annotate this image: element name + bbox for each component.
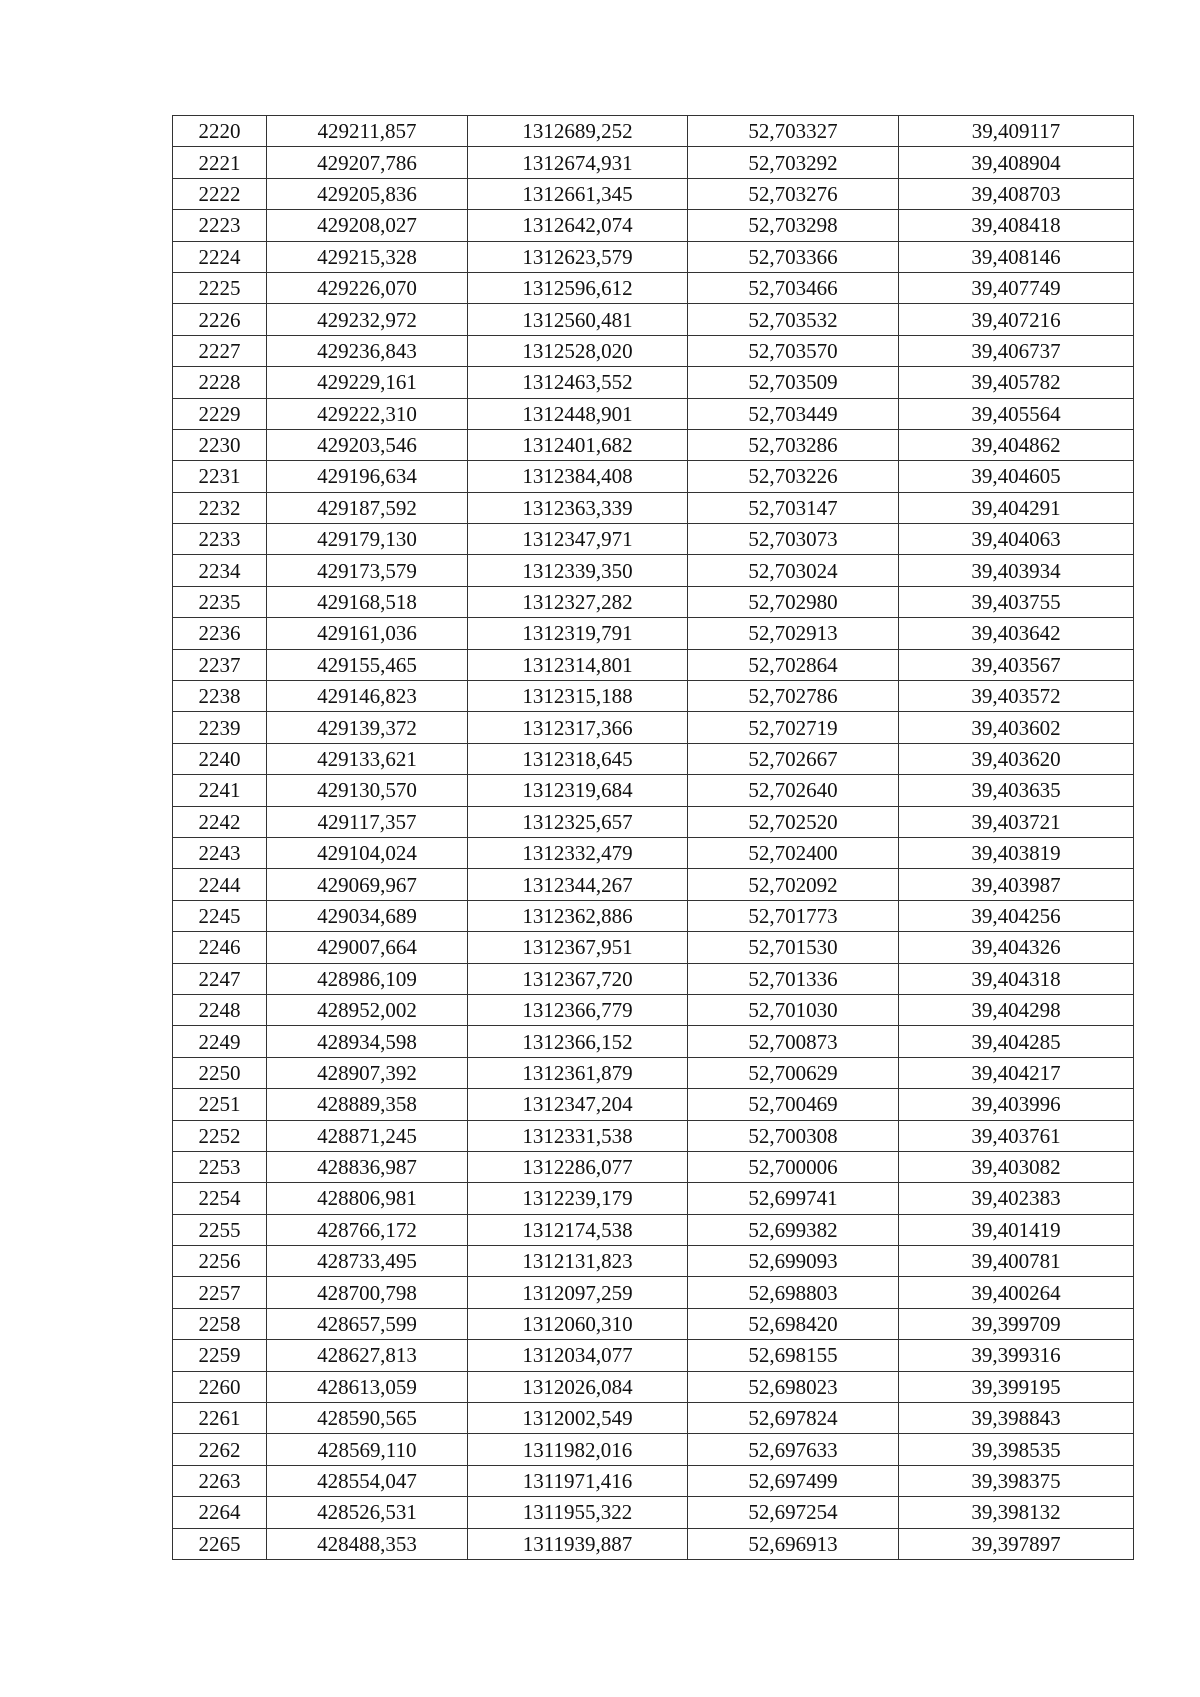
point-number-cell: 2241 <box>173 775 267 806</box>
y-coordinate-cell: 1312367,720 <box>468 963 688 994</box>
point-number-cell: 2221 <box>173 147 267 178</box>
longitude-cell: 39,405564 <box>899 398 1134 429</box>
longitude-cell: 39,399709 <box>899 1308 1134 1339</box>
latitude-cell: 52,703449 <box>688 398 899 429</box>
y-coordinate-cell: 1312361,879 <box>468 1057 688 1088</box>
latitude-cell: 52,701530 <box>688 932 899 963</box>
y-coordinate-cell: 1312642,074 <box>468 210 688 241</box>
point-number-cell: 2249 <box>173 1026 267 1057</box>
x-coordinate-cell: 429146,823 <box>267 681 468 712</box>
latitude-cell: 52,701336 <box>688 963 899 994</box>
x-coordinate-cell: 429236,843 <box>267 335 468 366</box>
longitude-cell: 39,404063 <box>899 524 1134 555</box>
latitude-cell: 52,701773 <box>688 900 899 931</box>
y-coordinate-cell: 1312325,657 <box>468 806 688 837</box>
table-row <box>173 618 1134 649</box>
x-coordinate-cell: 429222,310 <box>267 398 468 429</box>
longitude-cell: 39,404326 <box>899 932 1134 963</box>
y-coordinate-cell: 1312689,252 <box>468 116 688 147</box>
x-coordinate-cell: 428836,987 <box>267 1151 468 1182</box>
x-coordinate-cell: 429179,130 <box>267 524 468 555</box>
y-coordinate-cell: 1312623,579 <box>468 241 688 272</box>
table-row <box>173 555 1134 586</box>
longitude-cell: 39,404318 <box>899 963 1134 994</box>
x-coordinate-cell: 428934,598 <box>267 1026 468 1057</box>
y-coordinate-cell: 1312367,951 <box>468 932 688 963</box>
latitude-cell: 52,697824 <box>688 1403 899 1434</box>
x-coordinate-cell: 429130,570 <box>267 775 468 806</box>
x-coordinate-cell: 428986,109 <box>267 963 468 994</box>
longitude-cell: 39,404285 <box>899 1026 1134 1057</box>
x-coordinate-cell: 429155,465 <box>267 649 468 680</box>
point-number-cell: 2247 <box>173 963 267 994</box>
y-coordinate-cell: 1311955,322 <box>468 1497 688 1528</box>
x-coordinate-cell: 428806,981 <box>267 1183 468 1214</box>
table-row <box>173 304 1134 335</box>
x-coordinate-cell: 428871,245 <box>267 1120 468 1151</box>
latitude-cell: 52,703276 <box>688 178 899 209</box>
x-coordinate-cell: 429203,546 <box>267 429 468 460</box>
point-number-cell: 2225 <box>173 272 267 303</box>
y-coordinate-cell: 1312332,479 <box>468 837 688 868</box>
point-number-cell: 2224 <box>173 241 267 272</box>
point-number-cell: 2226 <box>173 304 267 335</box>
x-coordinate-cell: 428889,358 <box>267 1089 468 1120</box>
longitude-cell: 39,402383 <box>899 1183 1134 1214</box>
point-number-cell: 2232 <box>173 492 267 523</box>
y-coordinate-cell: 1312596,612 <box>468 272 688 303</box>
latitude-cell: 52,698155 <box>688 1340 899 1371</box>
longitude-cell: 39,408418 <box>899 210 1134 241</box>
table-row <box>173 492 1134 523</box>
longitude-cell: 39,404291 <box>899 492 1134 523</box>
table-row <box>173 429 1134 460</box>
table-row <box>173 869 1134 900</box>
coordinates-table-body <box>173 116 1134 1560</box>
y-coordinate-cell: 1312314,801 <box>468 649 688 680</box>
x-coordinate-cell: 429007,664 <box>267 932 468 963</box>
longitude-cell: 39,404605 <box>899 461 1134 492</box>
table-row <box>173 1308 1134 1339</box>
table-row <box>173 524 1134 555</box>
y-coordinate-cell: 1312097,259 <box>468 1277 688 1308</box>
latitude-cell: 52,703147 <box>688 492 899 523</box>
longitude-cell: 39,400781 <box>899 1246 1134 1277</box>
point-number-cell: 2239 <box>173 712 267 743</box>
y-coordinate-cell: 1312339,350 <box>468 555 688 586</box>
longitude-cell: 39,403761 <box>899 1120 1134 1151</box>
table-row <box>173 210 1134 241</box>
latitude-cell: 52,703327 <box>688 116 899 147</box>
x-coordinate-cell: 429229,161 <box>267 367 468 398</box>
y-coordinate-cell: 1312401,682 <box>468 429 688 460</box>
longitude-cell: 39,399316 <box>899 1340 1134 1371</box>
latitude-cell: 52,703226 <box>688 461 899 492</box>
latitude-cell: 52,698023 <box>688 1371 899 1402</box>
table-row <box>173 272 1134 303</box>
point-number-cell: 2252 <box>173 1120 267 1151</box>
table-row <box>173 367 1134 398</box>
y-coordinate-cell: 1312318,645 <box>468 743 688 774</box>
longitude-cell: 39,404217 <box>899 1057 1134 1088</box>
table-row <box>173 1183 1134 1214</box>
longitude-cell: 39,403721 <box>899 806 1134 837</box>
point-number-cell: 2235 <box>173 586 267 617</box>
y-coordinate-cell: 1311982,016 <box>468 1434 688 1465</box>
table-row <box>173 461 1134 492</box>
point-number-cell: 2253 <box>173 1151 267 1182</box>
x-coordinate-cell: 428554,047 <box>267 1465 468 1496</box>
point-number-cell: 2264 <box>173 1497 267 1528</box>
y-coordinate-cell: 1312319,684 <box>468 775 688 806</box>
longitude-cell: 39,397897 <box>899 1528 1134 1559</box>
x-coordinate-cell: 429232,972 <box>267 304 468 335</box>
x-coordinate-cell: 429133,621 <box>267 743 468 774</box>
x-coordinate-cell: 428627,813 <box>267 1340 468 1371</box>
x-coordinate-cell: 428907,392 <box>267 1057 468 1088</box>
table-row <box>173 1120 1134 1151</box>
table-row <box>173 147 1134 178</box>
x-coordinate-cell: 429117,357 <box>267 806 468 837</box>
y-coordinate-cell: 1312331,538 <box>468 1120 688 1151</box>
table-row <box>173 1057 1134 1088</box>
point-number-cell: 2230 <box>173 429 267 460</box>
y-coordinate-cell: 1312560,481 <box>468 304 688 335</box>
point-number-cell: 2227 <box>173 335 267 366</box>
table-row <box>173 1246 1134 1277</box>
point-number-cell: 2238 <box>173 681 267 712</box>
x-coordinate-cell: 429104,024 <box>267 837 468 868</box>
latitude-cell: 52,703366 <box>688 241 899 272</box>
point-number-cell: 2244 <box>173 869 267 900</box>
longitude-cell: 39,407216 <box>899 304 1134 335</box>
x-coordinate-cell: 429215,328 <box>267 241 468 272</box>
longitude-cell: 39,403996 <box>899 1089 1134 1120</box>
latitude-cell: 52,696913 <box>688 1528 899 1559</box>
latitude-cell: 52,703292 <box>688 147 899 178</box>
latitude-cell: 52,697499 <box>688 1465 899 1496</box>
table-row <box>173 335 1134 366</box>
latitude-cell: 52,698420 <box>688 1308 899 1339</box>
y-coordinate-cell: 1312384,408 <box>468 461 688 492</box>
latitude-cell: 52,699741 <box>688 1183 899 1214</box>
latitude-cell: 52,703298 <box>688 210 899 241</box>
latitude-cell: 52,703509 <box>688 367 899 398</box>
x-coordinate-cell: 429187,592 <box>267 492 468 523</box>
x-coordinate-cell: 429034,689 <box>267 900 468 931</box>
x-coordinate-cell: 429208,027 <box>267 210 468 241</box>
y-coordinate-cell: 1311971,416 <box>468 1465 688 1496</box>
coordinates-table <box>172 115 1134 1560</box>
x-coordinate-cell: 428613,059 <box>267 1371 468 1402</box>
point-number-cell: 2229 <box>173 398 267 429</box>
y-coordinate-cell: 1312286,077 <box>468 1151 688 1182</box>
longitude-cell: 39,403987 <box>899 869 1134 900</box>
table-row <box>173 1026 1134 1057</box>
point-number-cell: 2245 <box>173 900 267 931</box>
x-coordinate-cell: 429168,518 <box>267 586 468 617</box>
y-coordinate-cell: 1312319,791 <box>468 618 688 649</box>
y-coordinate-cell: 1312362,886 <box>468 900 688 931</box>
latitude-cell: 52,700629 <box>688 1057 899 1088</box>
table-row <box>173 743 1134 774</box>
longitude-cell: 39,398375 <box>899 1465 1134 1496</box>
y-coordinate-cell: 1312131,823 <box>468 1246 688 1277</box>
latitude-cell: 52,703024 <box>688 555 899 586</box>
y-coordinate-cell: 1312366,152 <box>468 1026 688 1057</box>
longitude-cell: 39,408904 <box>899 147 1134 178</box>
point-number-cell: 2257 <box>173 1277 267 1308</box>
x-coordinate-cell: 428569,110 <box>267 1434 468 1465</box>
table-row <box>173 398 1134 429</box>
point-number-cell: 2236 <box>173 618 267 649</box>
point-number-cell: 2258 <box>173 1308 267 1339</box>
longitude-cell: 39,398843 <box>899 1403 1134 1434</box>
x-coordinate-cell: 429139,372 <box>267 712 468 743</box>
latitude-cell: 52,701030 <box>688 994 899 1025</box>
y-coordinate-cell: 1312463,552 <box>468 367 688 398</box>
longitude-cell: 39,403567 <box>899 649 1134 680</box>
latitude-cell: 52,699093 <box>688 1246 899 1277</box>
table-row <box>173 178 1134 209</box>
longitude-cell: 39,403572 <box>899 681 1134 712</box>
longitude-cell: 39,406737 <box>899 335 1134 366</box>
y-coordinate-cell: 1312347,204 <box>468 1089 688 1120</box>
y-coordinate-cell: 1312344,267 <box>468 869 688 900</box>
x-coordinate-cell: 429207,786 <box>267 147 468 178</box>
y-coordinate-cell: 1312002,549 <box>468 1403 688 1434</box>
latitude-cell: 52,697254 <box>688 1497 899 1528</box>
y-coordinate-cell: 1312315,188 <box>468 681 688 712</box>
longitude-cell: 39,403755 <box>899 586 1134 617</box>
table-row <box>173 1371 1134 1402</box>
point-number-cell: 2222 <box>173 178 267 209</box>
latitude-cell: 52,700469 <box>688 1089 899 1120</box>
point-number-cell: 2250 <box>173 1057 267 1088</box>
point-number-cell: 2263 <box>173 1465 267 1496</box>
table-row <box>173 116 1134 147</box>
y-coordinate-cell: 1312528,020 <box>468 335 688 366</box>
latitude-cell: 52,699382 <box>688 1214 899 1245</box>
y-coordinate-cell: 1312060,310 <box>468 1308 688 1339</box>
x-coordinate-cell: 429196,634 <box>267 461 468 492</box>
y-coordinate-cell: 1312317,366 <box>468 712 688 743</box>
y-coordinate-cell: 1312174,538 <box>468 1214 688 1245</box>
x-coordinate-cell: 428657,599 <box>267 1308 468 1339</box>
point-number-cell: 2254 <box>173 1183 267 1214</box>
latitude-cell: 52,703466 <box>688 272 899 303</box>
latitude-cell: 52,698803 <box>688 1277 899 1308</box>
point-number-cell: 2237 <box>173 649 267 680</box>
longitude-cell: 39,399195 <box>899 1371 1134 1402</box>
latitude-cell: 52,702640 <box>688 775 899 806</box>
table-row <box>173 1403 1134 1434</box>
latitude-cell: 52,702980 <box>688 586 899 617</box>
table-row <box>173 932 1134 963</box>
longitude-cell: 39,404298 <box>899 994 1134 1025</box>
point-number-cell: 2256 <box>173 1246 267 1277</box>
x-coordinate-cell: 428733,495 <box>267 1246 468 1277</box>
x-coordinate-cell: 429161,036 <box>267 618 468 649</box>
x-coordinate-cell: 429069,967 <box>267 869 468 900</box>
longitude-cell: 39,403642 <box>899 618 1134 649</box>
longitude-cell: 39,398132 <box>899 1497 1134 1528</box>
point-number-cell: 2246 <box>173 932 267 963</box>
point-number-cell: 2255 <box>173 1214 267 1245</box>
latitude-cell: 52,700006 <box>688 1151 899 1182</box>
longitude-cell: 39,403602 <box>899 712 1134 743</box>
x-coordinate-cell: 429173,579 <box>267 555 468 586</box>
point-number-cell: 2251 <box>173 1089 267 1120</box>
point-number-cell: 2248 <box>173 994 267 1025</box>
longitude-cell: 39,408703 <box>899 178 1134 209</box>
y-coordinate-cell: 1312347,971 <box>468 524 688 555</box>
point-number-cell: 2260 <box>173 1371 267 1402</box>
table-row <box>173 1277 1134 1308</box>
x-coordinate-cell: 428766,172 <box>267 1214 468 1245</box>
y-coordinate-cell: 1312026,084 <box>468 1371 688 1402</box>
longitude-cell: 39,404256 <box>899 900 1134 931</box>
table-row <box>173 1465 1134 1496</box>
table-row <box>173 681 1134 712</box>
point-number-cell: 2240 <box>173 743 267 774</box>
latitude-cell: 52,703073 <box>688 524 899 555</box>
longitude-cell: 39,409117 <box>899 116 1134 147</box>
point-number-cell: 2262 <box>173 1434 267 1465</box>
table-row <box>173 775 1134 806</box>
latitude-cell: 52,702786 <box>688 681 899 712</box>
table-row <box>173 994 1134 1025</box>
x-coordinate-cell: 428488,353 <box>267 1528 468 1559</box>
point-number-cell: 2259 <box>173 1340 267 1371</box>
point-number-cell: 2265 <box>173 1528 267 1559</box>
y-coordinate-cell: 1312674,931 <box>468 147 688 178</box>
point-number-cell: 2233 <box>173 524 267 555</box>
latitude-cell: 52,702667 <box>688 743 899 774</box>
x-coordinate-cell: 429211,857 <box>267 116 468 147</box>
point-number-cell: 2231 <box>173 461 267 492</box>
table-row <box>173 963 1134 994</box>
table-row <box>173 1151 1134 1182</box>
table-row <box>173 241 1134 272</box>
point-number-cell: 2261 <box>173 1403 267 1434</box>
table-row <box>173 649 1134 680</box>
latitude-cell: 52,697633 <box>688 1434 899 1465</box>
table-row <box>173 806 1134 837</box>
latitude-cell: 52,703570 <box>688 335 899 366</box>
table-row <box>173 1089 1134 1120</box>
point-number-cell: 2242 <box>173 806 267 837</box>
latitude-cell: 52,703286 <box>688 429 899 460</box>
longitude-cell: 39,403082 <box>899 1151 1134 1182</box>
point-number-cell: 2228 <box>173 367 267 398</box>
longitude-cell: 39,401419 <box>899 1214 1134 1245</box>
latitude-cell: 52,702864 <box>688 649 899 680</box>
y-coordinate-cell: 1312327,282 <box>468 586 688 617</box>
latitude-cell: 52,702400 <box>688 837 899 868</box>
x-coordinate-cell: 428952,002 <box>267 994 468 1025</box>
table-row <box>173 1214 1134 1245</box>
point-number-cell: 2220 <box>173 116 267 147</box>
y-coordinate-cell: 1312239,179 <box>468 1183 688 1214</box>
longitude-cell: 39,398535 <box>899 1434 1134 1465</box>
table-row <box>173 900 1134 931</box>
y-coordinate-cell: 1312363,339 <box>468 492 688 523</box>
longitude-cell: 39,403620 <box>899 743 1134 774</box>
x-coordinate-cell: 429226,070 <box>267 272 468 303</box>
point-number-cell: 2223 <box>173 210 267 241</box>
x-coordinate-cell: 428700,798 <box>267 1277 468 1308</box>
y-coordinate-cell: 1312448,901 <box>468 398 688 429</box>
table-row <box>173 837 1134 868</box>
longitude-cell: 39,403635 <box>899 775 1134 806</box>
table-row <box>173 1497 1134 1528</box>
latitude-cell: 52,703532 <box>688 304 899 335</box>
table-row <box>173 1340 1134 1371</box>
latitude-cell: 52,702092 <box>688 869 899 900</box>
latitude-cell: 52,702719 <box>688 712 899 743</box>
longitude-cell: 39,403819 <box>899 837 1134 868</box>
latitude-cell: 52,700308 <box>688 1120 899 1151</box>
table-row <box>173 712 1134 743</box>
latitude-cell: 52,700873 <box>688 1026 899 1057</box>
y-coordinate-cell: 1312661,345 <box>468 178 688 209</box>
y-coordinate-cell: 1312034,077 <box>468 1340 688 1371</box>
longitude-cell: 39,400264 <box>899 1277 1134 1308</box>
longitude-cell: 39,407749 <box>899 272 1134 303</box>
longitude-cell: 39,405782 <box>899 367 1134 398</box>
point-number-cell: 2243 <box>173 837 267 868</box>
latitude-cell: 52,702520 <box>688 806 899 837</box>
longitude-cell: 39,404862 <box>899 429 1134 460</box>
latitude-cell: 52,702913 <box>688 618 899 649</box>
y-coordinate-cell: 1311939,887 <box>468 1528 688 1559</box>
table-row <box>173 586 1134 617</box>
longitude-cell: 39,408146 <box>899 241 1134 272</box>
x-coordinate-cell: 428590,565 <box>267 1403 468 1434</box>
longitude-cell: 39,403934 <box>899 555 1134 586</box>
table-row <box>173 1434 1134 1465</box>
point-number-cell: 2234 <box>173 555 267 586</box>
y-coordinate-cell: 1312366,779 <box>468 994 688 1025</box>
table-row <box>173 1528 1134 1559</box>
x-coordinate-cell: 429205,836 <box>267 178 468 209</box>
x-coordinate-cell: 428526,531 <box>267 1497 468 1528</box>
